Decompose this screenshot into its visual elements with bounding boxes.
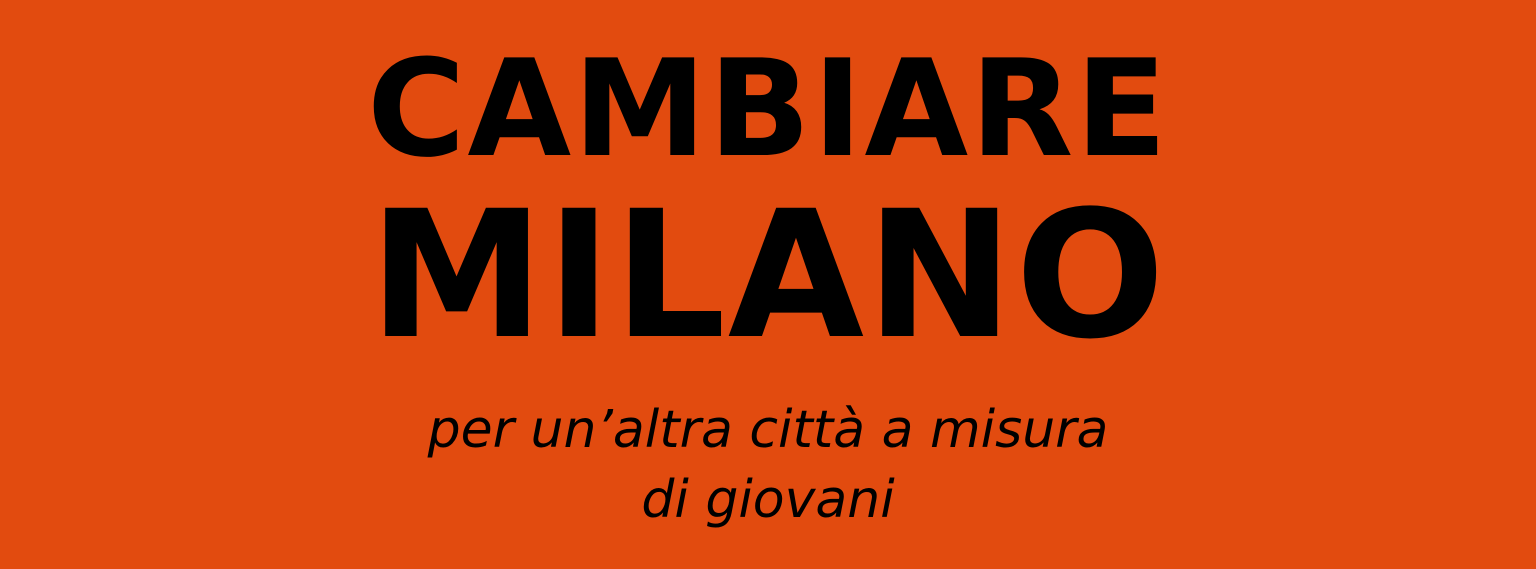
- title-line-cambiare: CAMBIARE: [367, 31, 1169, 187]
- subtitle-line-1: per un’altra città a misura: [427, 400, 1109, 460]
- subtitle-line-2: di giovani: [641, 470, 895, 530]
- title-line-milano: MILANO: [369, 173, 1167, 378]
